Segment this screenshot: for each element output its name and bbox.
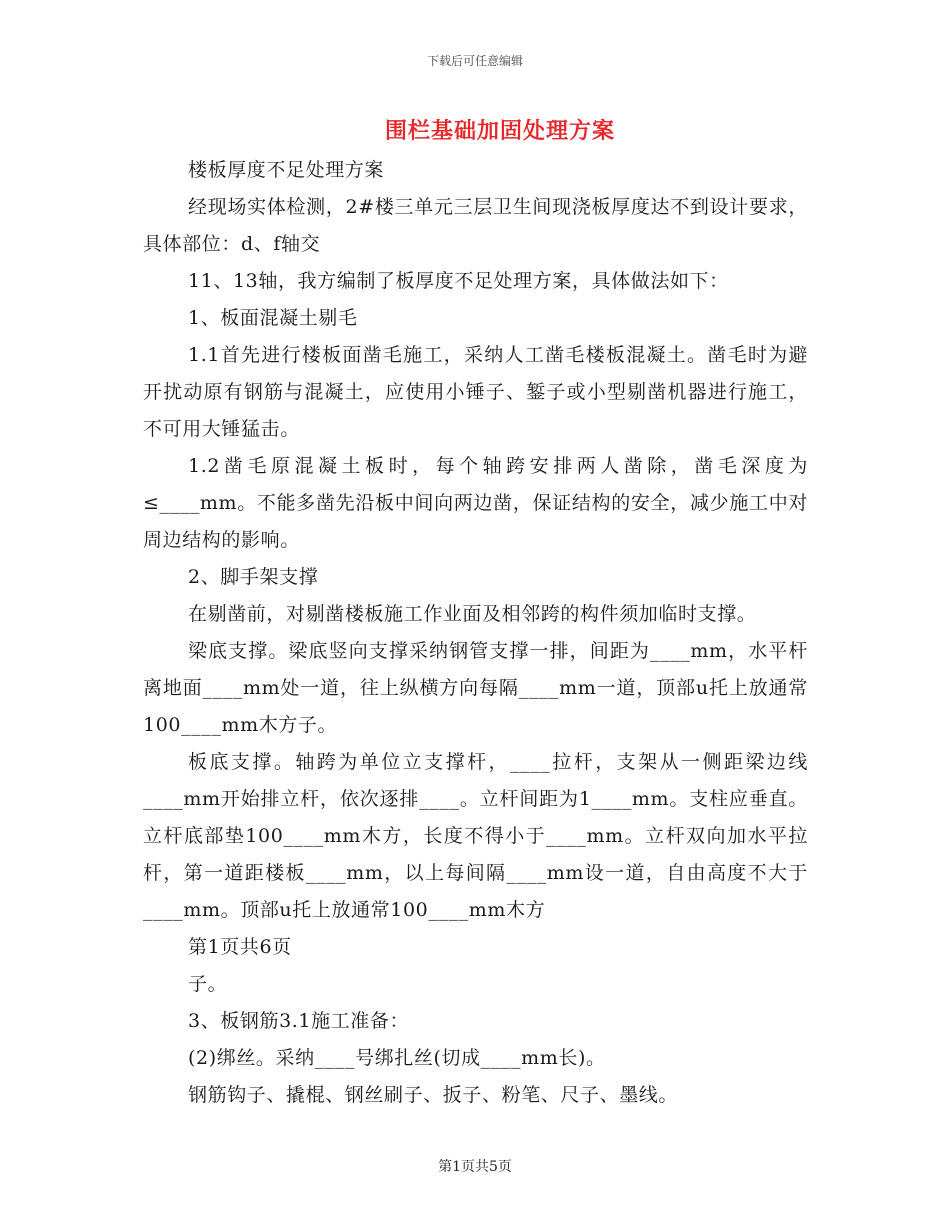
paragraph: 1.1首先进行楼板面凿毛施工，采纳人工凿毛楼板混凝土。凿毛时为避开扰动原有钢筋与混凝土，应使用小锤子、錾子或小型剔凿机器进行施工，不可用大锤猛击。 bbox=[143, 344, 808, 440]
section-heading: 1、板面混凝土剔毛 bbox=[188, 307, 358, 329]
document-body bbox=[143, 152, 808, 1114]
inline-page-marker: 第1页共6页 bbox=[188, 936, 292, 958]
document-title: 围栏基础加固处理方案 bbox=[384, 118, 615, 144]
paragraph: 1.2凿毛原混凝土板时，每个轴跨安排两人凿除，凿毛深度为≤____mm。不能多凿先沿板中间向两边凿，保证结构的安全，减少施工中对周边结构的影响。 bbox=[143, 455, 808, 551]
section-heading: 3、板钢筋3.1施工准备： bbox=[188, 1010, 410, 1032]
paragraph: 楼板厚度不足处理方案 bbox=[188, 159, 385, 181]
paragraph: 经现场实体检测，2#楼三单元三层卫生间现浇板厚度达不到设计要求，具体部位：d、f轴交 bbox=[143, 196, 808, 255]
paragraph: 在剔凿前，对剔凿楼板施工作业面及相邻跨的构件须加临时支撑。 bbox=[188, 603, 757, 625]
paragraph: 梁底支撑。梁底竖向支撑采纳钢管支撑一排，间距为____mm，水平杆离地面____mm处一道，往上纵横方向每隔____mm一道，顶部u托上放通常100____mm木方子。 bbox=[143, 640, 808, 736]
paragraph: 板底支撑。轴跨为单位立支撑杆，____拉杆，支架从一侧距梁边线____mm开始排立杆，依次逐排____。立杆间距为1____mm。支柱应垂直。立杆底部垫100____mm木方，长度不得小于____mm。立杆双向加水平拉杆，第一道距楼板____mm，以上每间隔____mm设一道，自由高度不大于____mm。顶部u托上放通常100____mm木方 bbox=[143, 751, 808, 921]
paragraph: 子。 bbox=[188, 973, 228, 995]
section-heading: 2、脚手架支撑 bbox=[188, 566, 319, 588]
paragraph: 11、13轴，我方编制了板厚度不足处理方案，具体做法如下： bbox=[188, 270, 729, 292]
paragraph: 钢筋钩子、撬棍、钢丝刷子、扳子、粉笔、尺子、墨线。 bbox=[188, 1084, 679, 1106]
header-note: 下载后可任意编辑 bbox=[426, 54, 523, 68]
paragraph: (2)绑丝。采纳____号绑扎丝(切成____mm长)。 bbox=[188, 1047, 606, 1069]
page-footer: 第1页共5页 bbox=[438, 1159, 512, 1175]
